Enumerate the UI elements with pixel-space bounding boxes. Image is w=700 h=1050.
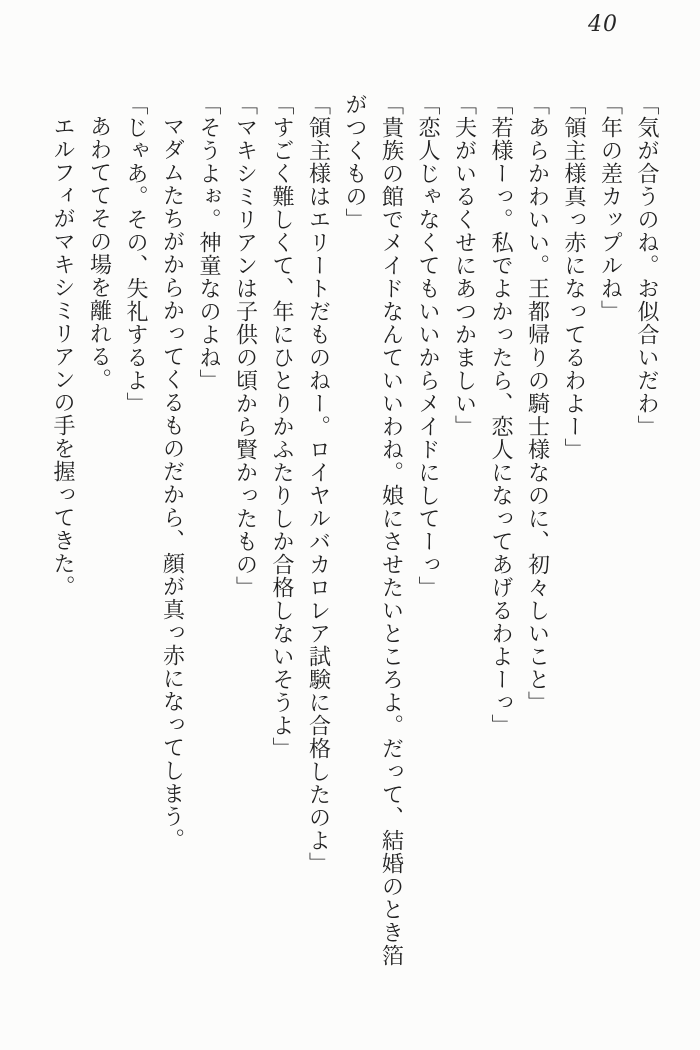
text-line-dialogue: 「領主様はエリートだものねー。ロイヤルバカロレア試験に合格したのよ」: [305, 93, 331, 875]
text-line-dialogue: 「領主様真っ赤になってるわよー」: [561, 93, 586, 461]
text-line-dialogue: 「マキシミリアンは子供の頃から賢かったもの」: [232, 93, 258, 599]
text-block: [38, 93, 664, 975]
text-line-dialogue: 「気が合うのね。お似合いだわ」: [634, 93, 659, 438]
text-line-dialogue: 「恋人じゃなくてもいいからメイドにしてーっ」: [415, 93, 440, 599]
text-line-narrative: マダムたちがからかってくるものだから、顔が真っ赤になってしまう。: [159, 115, 185, 851]
text-line-dialogue: 「貴族の館でメイドなんていいわね。娘にさせたいところよ。だって、結婚のとき箔がつくもの」: [342, 93, 404, 967]
text-line-dialogue: 「夫がいるくせにあつかましい」: [451, 93, 477, 438]
text-line-narrative: エルフィがマキシミリアンの手を握ってきた。: [50, 115, 75, 598]
text-line-dialogue: 「若様ーっ。私でよかったら、恋人になってあげるわよーっ」: [488, 93, 513, 737]
text-line-dialogue: 「じゃあ。その、失礼するよ」: [123, 93, 148, 415]
text-line-dialogue: 「あらかわいい。王都帰りの騎士様なのに、初々しいこと」: [524, 93, 550, 714]
text-line-dialogue: 「すごく難しくて、年にひとりかふたりしか合格しないそうよ」: [269, 93, 294, 760]
text-line-dialogue: 「そうよぉ。神童なのよね」: [196, 93, 221, 392]
text-line-dialogue: 「年の差カップルね」: [597, 93, 623, 323]
page-number: 40: [588, 12, 618, 37]
text-line-narrative: あわててその場を離れる。: [86, 115, 112, 391]
